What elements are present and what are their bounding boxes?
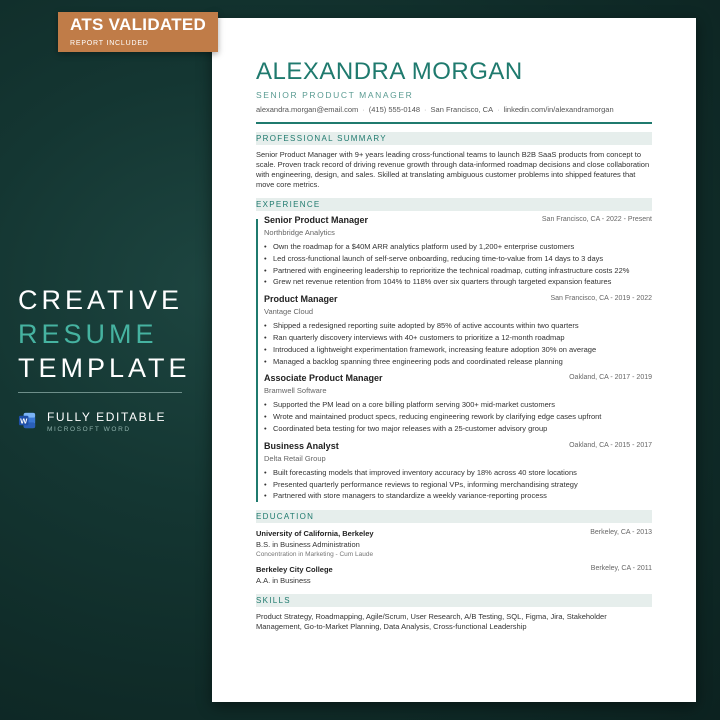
skills-text: Product Strategy, Roadmapping, Agile/Scrum, User Research, A/B Testing, SQL, Figma, Jira, Stakeholder Management, Go-to-Market Planning, Data Analysis, Cross-functional Leadership [256, 612, 607, 632]
contact-line [256, 105, 652, 114]
job-meta: San Francisco, CA - 2019 - 2022 [550, 295, 652, 303]
education-entry [256, 565, 652, 586]
job-bullet: • Partnered with store managers to standardize a weekly variance-reporting process [273, 490, 652, 502]
education-meta: Berkeley, CA - 2013 [590, 529, 652, 537]
section-heading-skills: SKILLS [256, 594, 652, 607]
header-rule [256, 122, 652, 124]
contact-phone: (415) 555-0148 [368, 105, 421, 114]
section-heading-experience: EXPERIENCE [256, 198, 652, 211]
svg-text:W: W [20, 416, 28, 426]
job-bullet: • Ran quarterly discovery interviews with 40+ customers to prioritize a 12-month roadmap [273, 332, 652, 344]
fully-editable-label: FULLY EDITABLE [47, 410, 167, 424]
job-company: Delta Retail Group [264, 453, 326, 463]
education-note: Concentration in Marketing - Cum Laude [256, 551, 374, 559]
job-bullet: • Coordinated beta testing for two major releases with a 25-customer advisory group [273, 423, 652, 435]
ats-validated-badge [58, 12, 218, 52]
section-heading-education: EDUCATION [256, 510, 652, 523]
job-bullet: • Shipped a redesigned reporting suite adopted by 85% of active accounts within two quarters [273, 320, 652, 332]
job-entry [264, 294, 652, 367]
job-bullet: • Led cross-functional launch of self-serve onboarding, reducing time-to-value from 14 days to 3 days [273, 253, 652, 265]
education-meta: Berkeley, CA - 2011 [590, 565, 652, 573]
job-meta: Oakland, CA - 2015 - 2017 [569, 441, 652, 449]
job-title: Product Manager [264, 294, 338, 305]
experience-list [256, 215, 652, 502]
job-title: Business Analyst [264, 440, 339, 451]
resume-page [212, 18, 696, 702]
job-entry [264, 441, 652, 502]
job-bullet: • Wrote and maintained product specs, reducing engineering rework by clarifying edge cases upfront [273, 411, 652, 423]
resume-role: SENIOR PRODUCT MANAGER [256, 90, 414, 100]
education-degree: A.A. in Business [256, 576, 311, 586]
editable-row [18, 409, 186, 433]
job-bullet: • Partnered with engineering leadership to reprioritize the technical roadmap, cutting infrastructure costs 22% [273, 265, 652, 277]
badge-subtitle: REPORT INCLUDED [70, 40, 149, 47]
contact-separator: · [424, 105, 427, 114]
resume-content [256, 58, 652, 632]
job-title: Senior Product Manager [264, 215, 369, 225]
education-entry [256, 529, 652, 559]
experience-accent-bar [256, 219, 258, 502]
job-company: Northbridge Analytics [264, 228, 335, 237]
education-school: Berkeley City College [256, 565, 333, 575]
promo-divider [18, 392, 182, 393]
section-heading-summary: PROFESSIONAL SUMMARY [256, 132, 652, 145]
job-meta: Oakland, CA - 2017 - 2019 [569, 374, 652, 382]
resume-name: ALEXANDRA MORGAN [256, 58, 523, 85]
job-bullet: • Introduced a lightweight experimentation framework, increasing feature adoption 30% on average [273, 344, 652, 356]
education-degree: B.S. in Business Administration [256, 540, 360, 550]
job-bullet: • Grew net revenue retention from 104% to 118% over six quarters through targeted expansion features [273, 276, 652, 288]
contact-location: San Francisco, CA [430, 105, 494, 114]
promo-line-creative: CREATIVE [18, 285, 184, 315]
job-title: Associate Product Manager [264, 373, 383, 384]
contact-email: alexandra.morgan@email.com [256, 105, 359, 114]
summary-text: Senior Product Manager with 9+ years leading cross-functional teams to launch B2B SaaS products from concept to scale. Proven track record of driving revenue growth through data-informed roadmap decisions and close collaboration with engineering, design, and sales. Skilled at translating ambiguous customer problems into shipped features that move core metrics. [256, 150, 650, 189]
education-school: University of California, Berkeley [256, 529, 374, 539]
contact-separator: · [362, 105, 365, 114]
job-entry [264, 373, 652, 434]
promo-line-resume: RESUME [18, 319, 158, 349]
job-meta: San Francisco, CA - 2022 - Present [541, 216, 652, 223]
promo-line-template: TEMPLATE [18, 353, 191, 383]
job-company: Vantage Cloud [264, 307, 314, 317]
job-entry [264, 215, 652, 288]
job-bullet: • Built forecasting models that improved inventory accuracy by 18% across 40 store locations [273, 467, 652, 479]
job-bullet: • Own the roadmap for a $40M ARR analytics platform used by 1,200+ enterprise customers [273, 241, 652, 253]
contact-separator: · [497, 105, 500, 114]
badge-title: ATS VALIDATED [70, 15, 207, 34]
microsoft-word-icon [18, 411, 37, 430]
microsoft-word-label: MICROSOFT WORD [47, 426, 131, 433]
promo-block [18, 283, 191, 433]
contact-linkedin: linkedin.com/in/alexandramorgan [503, 105, 614, 114]
job-bullet: • Managed a backlog spanning three engineering pods and coordinated release planning [273, 356, 652, 368]
job-bullet: • Supported the PM lead on a core billing platform serving 300+ mid-market customers [273, 399, 652, 411]
job-company: Bramwell Software [264, 386, 327, 396]
job-bullet: • Presented quarterly performance reviews to regional VPs, informing merchandising strategy [273, 479, 652, 491]
